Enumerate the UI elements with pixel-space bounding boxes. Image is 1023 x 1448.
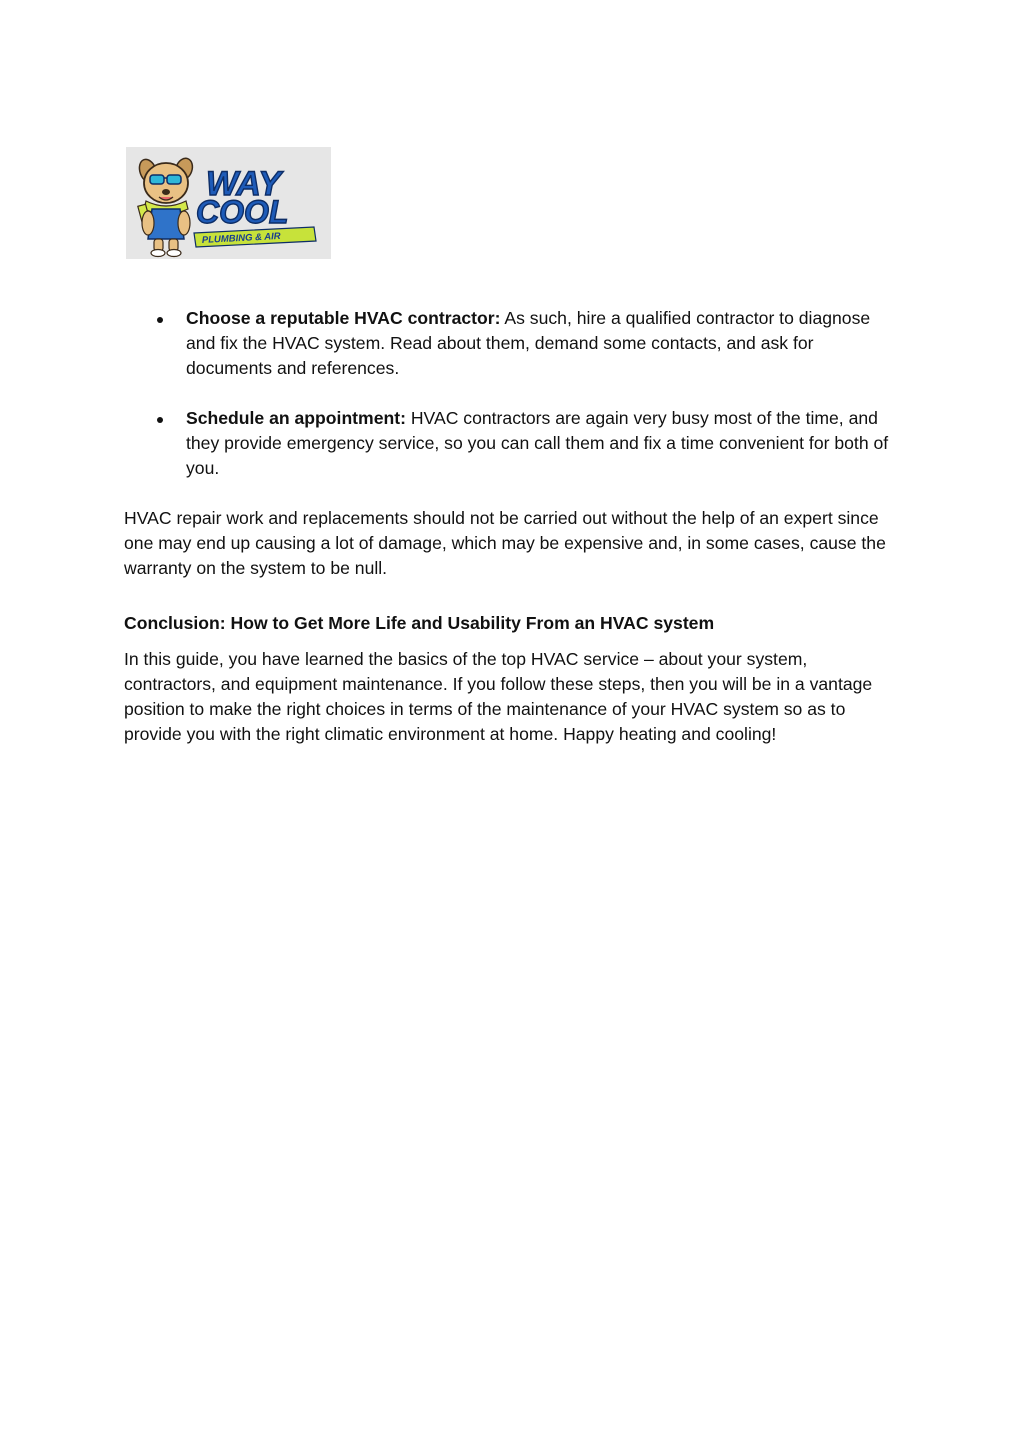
bullet-list: [124, 306, 904, 481]
list-item: [124, 306, 904, 381]
warning-paragraph: HVAC repair work and replacements should not be carried out without the help of an expert since one may end up causing a lot of damage, which may be expensive and, in some cases, cause the warranty on the system to be null.: [124, 508, 886, 578]
logo-graphic: [126, 147, 331, 259]
document-body: [124, 306, 904, 747]
logo-line1: WAY: [206, 165, 281, 203]
logo-tagline-banner: [194, 227, 316, 247]
bullet-text: HVAC contractors are again very busy most of the time, and they provide emergency service, so you can call them and fix a time convenient for both of you.: [186, 408, 889, 478]
logo-line2: COOL: [196, 194, 289, 230]
bullet-text: As such, hire a qualified contractor to diagnose and fix the HVAC system. Read about them, demand some contacts, and ask for documents and references.: [186, 308, 871, 378]
bullet-lead: Choose a reputable HVAC contractor:: [186, 308, 501, 328]
mascot-dog-icon: [136, 156, 195, 257]
logo-tagline: PLUMBING & AIR: [201, 230, 281, 246]
conclusion-paragraph: In this guide, you have learned the basics of the top HVAC service – about your system, contractors, and equipment maintenance. If you follow these steps, then you will be in a vantage position to make the right choices in terms of the maintenance of your HVAC system so as to provide you with the right climatic environment at home. Happy heating and cooling!: [124, 649, 873, 744]
company-logo: [126, 147, 331, 259]
bullet-lead: Schedule an appointment:: [186, 408, 406, 428]
bullet-icon: [157, 417, 163, 423]
bullet-icon: [157, 317, 163, 323]
list-item: [124, 406, 904, 481]
conclusion-heading: Conclusion: How to Get More Life and Usability From an HVAC system: [124, 613, 715, 633]
